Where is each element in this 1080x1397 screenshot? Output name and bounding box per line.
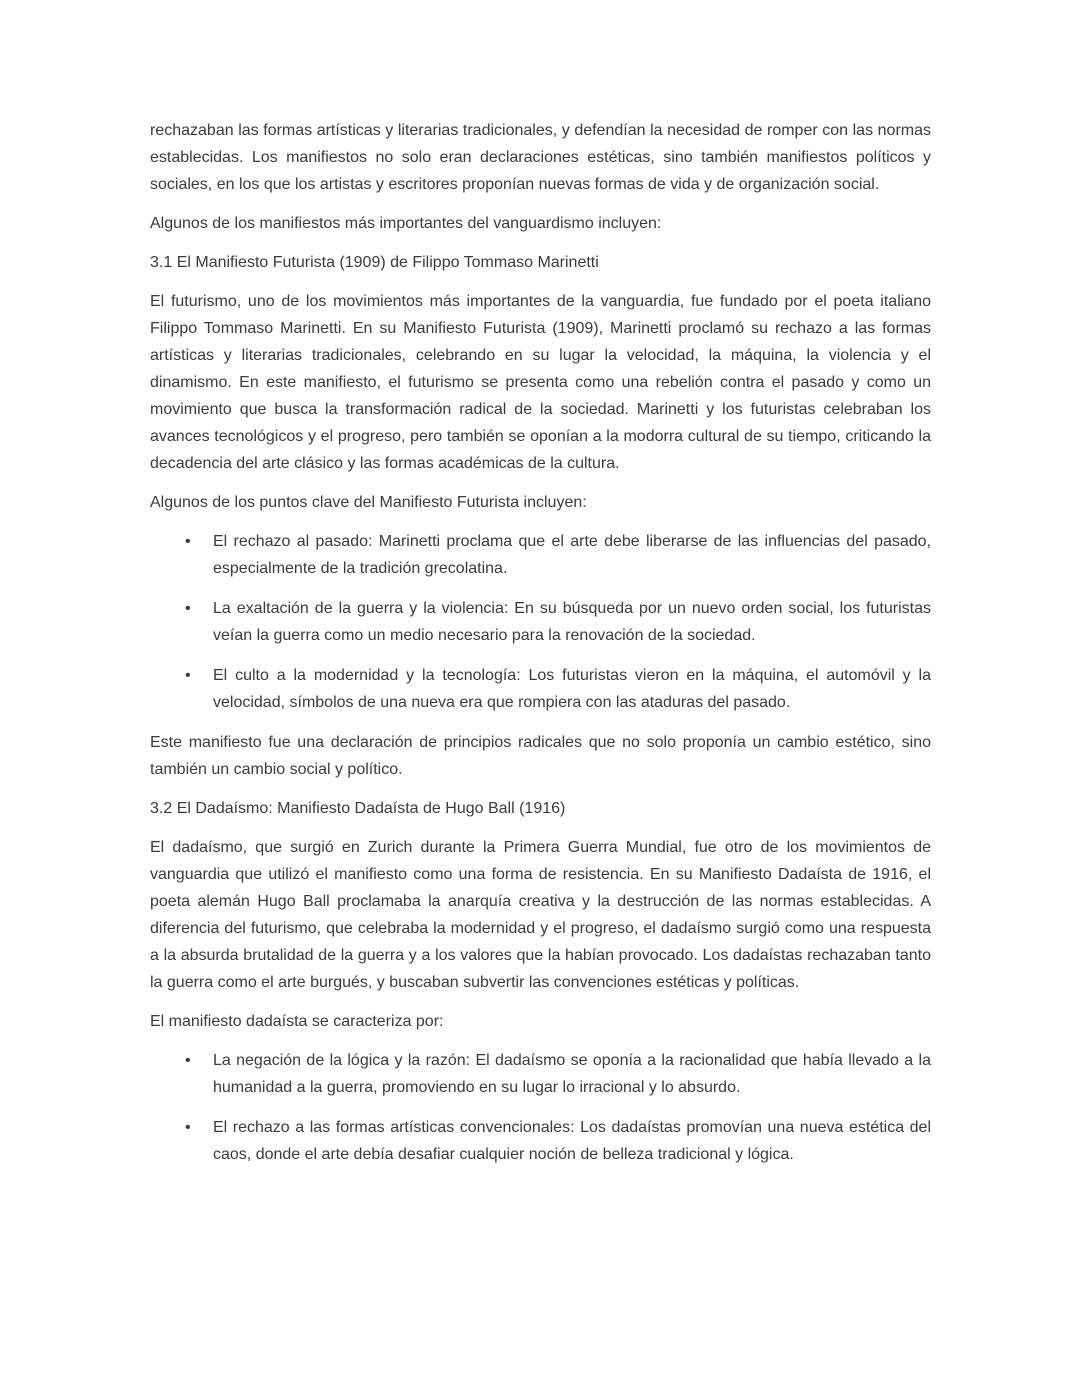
list-item-text: El culto a la modernidad y la tecnología: Los futuristas vieron en la máquina, el automóvil y la velocidad, símbolos de una nueva era que rompiera con las ataduras del pasado. xyxy=(213,667,931,711)
section-heading-3-2: 3.2 El Dadaísmo: Manifiesto Dadaísta de Hugo Ball (1916) xyxy=(150,800,566,817)
bullet-icon: • xyxy=(185,600,191,617)
paragraph-puntos-clave-intro: Algunos de los puntos clave del Manifiesto Futurista incluyen: xyxy=(150,494,587,511)
list-item-text: El rechazo al pasado: Marinetti proclama que el arte debe liberarse de las influencias del pasado, especialmente de la tradición grecolatina. xyxy=(213,533,931,577)
section-heading-3-1: 3.1 El Manifiesto Futurista (1909) de Filippo Tommaso Marinetti xyxy=(150,254,599,271)
paragraph-caracteriza-intro: El manifiesto dadaísta se caracteriza por: xyxy=(150,1013,444,1030)
list-item-text: La exaltación de la guerra y la violencia: En su búsqueda por un nuevo orden social, los futuristas veían la guerra como un medio necesario para la renovación de la sociedad. xyxy=(213,600,931,644)
bullet-icon: • xyxy=(185,533,191,550)
list-item xyxy=(150,528,931,582)
dadaist-points-list xyxy=(150,1047,931,1168)
paragraph-declaracion-radical: Este manifiesto fue una declaración de principios radicales que no solo proponía un cambio estético, sino también un cambio social y político. xyxy=(150,734,931,778)
paragraph-futurismo: El futurismo, uno de los movimientos más importantes de la vanguardia, fue fundado por el poeta italiano Filippo Tommaso Marinetti. En su Manifiesto Futurista (1909), Marinetti proclamó su rechazo a las formas artísticas y literarias tradicionales, celebrando en su lugar la velocidad, la máquina, la violencia y el dinamismo. En este manifiesto, el futurismo se presenta como una rebelión contra el pasado y como un movimiento que busca la transformación radical de la sociedad. Marinetti y los futuristas celebraban los avances tecnológicos y el progreso, pero también se oponían a la modorra cultural de su tiempo, criticando la decadencia del arte clásico y las formas académicas de la cultura. xyxy=(150,293,931,472)
bullet-icon: • xyxy=(185,1052,191,1069)
list-item-text: La negación de la lógica y la razón: El dadaísmo se oponía a la racionalidad que había llevado a la humanidad a la guerra, promoviendo en su lugar lo irracional y lo absurdo. xyxy=(213,1052,931,1096)
bullet-icon: • xyxy=(185,1119,191,1136)
list-item xyxy=(150,1114,931,1168)
paragraph-manifiestos-importantes: Algunos de los manifiestos más importantes del vanguardismo incluyen: xyxy=(150,215,662,232)
list-item-text: El rechazo a las formas artísticas convencionales: Los dadaístas promovían una nueva estética del caos, donde el arte debía desafiar cualquier noción de belleza tradicional y lógica. xyxy=(213,1119,931,1163)
paragraph-intro-continuation: rechazaban las formas artísticas y literarias tradicionales, y defendían la necesidad de romper con las normas establecidas. Los manifiestos no solo eran declaraciones estéticas, sino también manifiestos políticos y sociales, en los que los artistas y escritores proponían nuevas formas de vida y de organización social. xyxy=(150,122,931,193)
list-item xyxy=(150,595,931,649)
futurist-points-list xyxy=(150,528,931,716)
list-item xyxy=(150,662,931,716)
bullet-icon: • xyxy=(185,667,191,684)
paragraph-dadaismo: El dadaísmo, que surgió en Zurich durante la Primera Guerra Mundial, fue otro de los movimientos de vanguardia que utilizó el manifiesto como una forma de resistencia. En su Manifiesto Dadaísta de 1916, el poeta alemán Hugo Ball proclamaba la anarquía creativa y la destrucción de las normas establecidas. A diferencia del futurismo, que celebraba la modernidad y el progreso, el dadaísmo surgió como una respuesta a la absurda brutalidad de la guerra y a los valores que la habían provocado. Los dadaístas rechazaban tanto la guerra como el arte burgués, y buscaban subvertir las convenciones estéticas y políticas. xyxy=(150,839,931,991)
list-item xyxy=(150,1047,931,1101)
